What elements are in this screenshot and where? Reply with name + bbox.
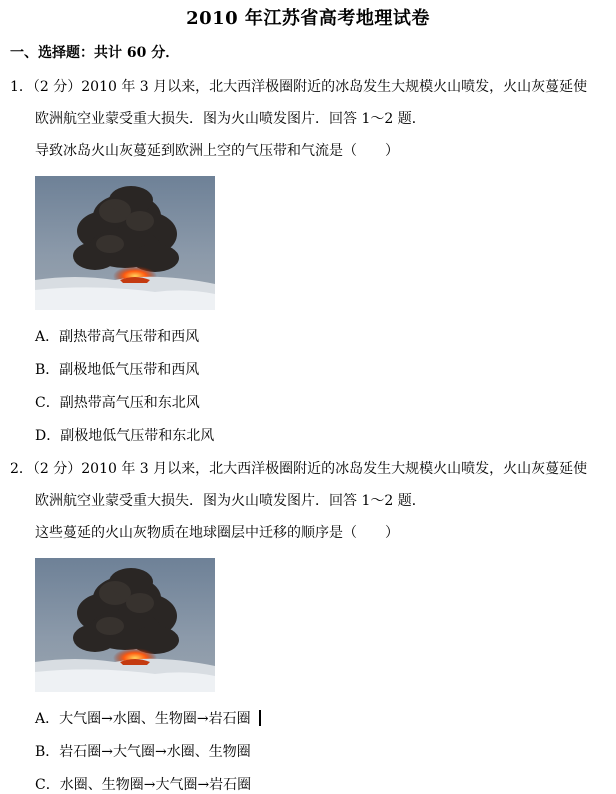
volcano-eruption-photo-2 <box>35 558 215 692</box>
section-heading: 一、选择题：共计 60 分． <box>10 45 180 61</box>
question-2-stem-line2: 欧洲航空业蒙受重大损失．图为火山喷发图片．回答 1～2 题． <box>35 493 426 509</box>
question-1-option-c: C．副热带高气压和东北风 <box>35 395 200 411</box>
page-title: 2010 年江苏省高考地理试卷 <box>186 8 430 29</box>
volcano-eruption-photo-1 <box>35 176 215 310</box>
question-2-option-c: C．水圈、生物圈→大气圈→岩石圈 <box>35 777 252 793</box>
question-1-option-b: B．副极地低气压带和西风 <box>35 362 200 378</box>
question-2-prompt: 这些蔓延的火山灰物质在地球圈层中迁移的顺序是（ ） <box>35 525 399 541</box>
volcano-photo-icon <box>35 176 215 310</box>
question-1-number: 1． <box>10 79 33 95</box>
question-1-stem-line2: 欧洲航空业蒙受重大损失．图为火山喷发图片．回答 1～2 题． <box>35 111 426 127</box>
volcano-photo-icon <box>35 558 215 692</box>
text-cursor <box>259 710 261 726</box>
question-2-number: 2． <box>10 461 33 477</box>
question-1-stem: （2 分）2010 年 3 月以来，北大西洋极圈附近的冰岛发生大规模火山喷发，火山灰蔓延使 <box>32 79 588 95</box>
question-1-prompt: 导致冰岛火山灰蔓延到欧洲上空的气压带和气流是（ ） <box>35 143 399 159</box>
question-1-option-a: A．副热带高气压带和西风 <box>35 329 200 345</box>
question-2-option-b: B．岩石圈→大气圈→水圈、生物圈 <box>35 744 251 760</box>
question-1-option-d: D．副极地低气压带和东北风 <box>35 428 215 444</box>
question-2-stem: （2 分）2010 年 3 月以来，北大西洋极圈附近的冰岛发生大规模火山喷发，火山灰蔓延使 <box>32 461 588 477</box>
question-2-stem-line1 <box>10 460 587 478</box>
question-2-option-a <box>35 710 261 728</box>
question-1-stem-line1 <box>10 78 587 96</box>
question-2-option-a-text: A．大气圈→水圈、生物圈→岩石圈 <box>35 711 251 727</box>
